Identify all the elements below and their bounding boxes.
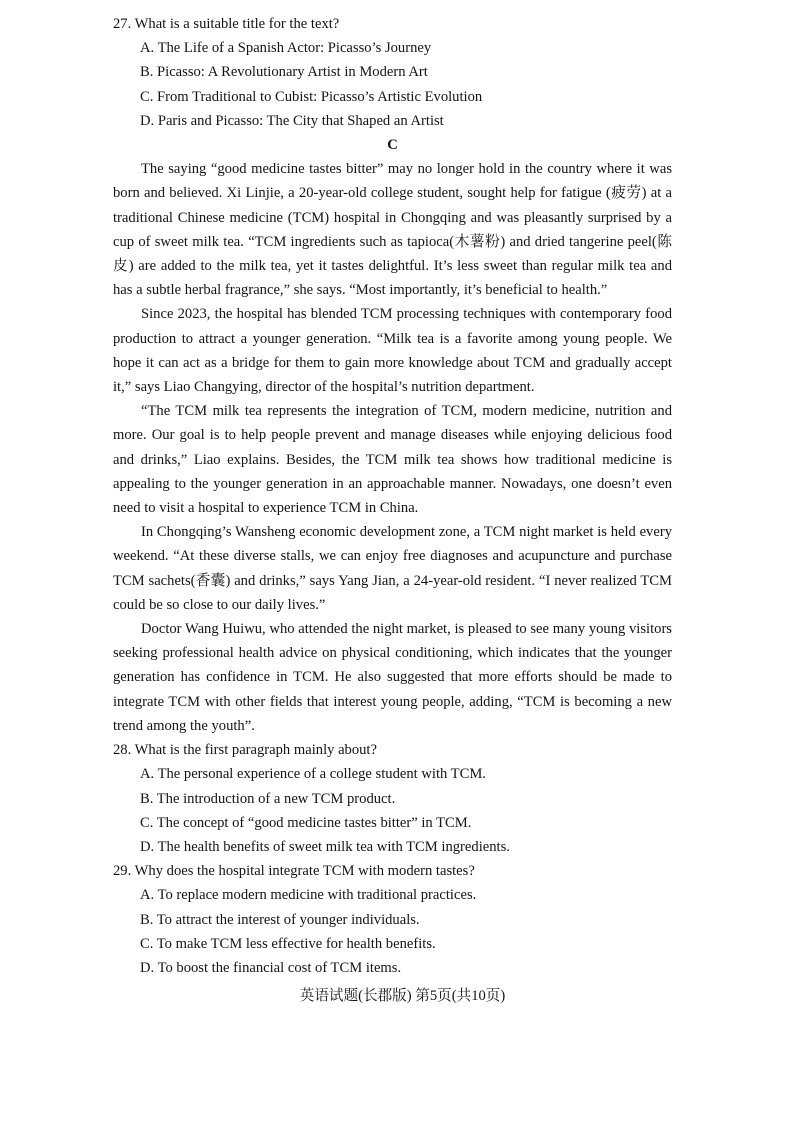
question-29-option-b: B. To attract the interest of younger individuals.	[140, 911, 420, 928]
passage-paragraph-5: Doctor Wang Huiwu, who attended the night market, is pleased to see many young visitors seeking professional health advice on physical conditioning, which indicates that the younger generation has confidence in TCM. He also suggested that more efforts should be made to integrate TCM with other fields that interest young people, adding, “TCM is becoming a new trend among the youth”.	[113, 621, 672, 734]
passage-paragraph-4: In Chongqing’s Wansheng economic development zone, a TCM night market is held every weekend. “At these diverse stalls, we can enjoy free diagnoses and acupuncture and purchase TCM sachets(香囊) and drinks,” says Yang Jian, a 24-year-old resident. “I never realized TCM could be so close to our daily lives.”	[113, 524, 672, 613]
page-footer: 英语试题(长郡版) 第5页(共10页)	[299, 988, 506, 1005]
question-27	[113, 12, 672, 133]
question-28-option-b: B. The introduction of a new TCM product.	[140, 790, 396, 807]
passage-paragraph-3: “The TCM milk tea represents the integration of TCM, modern medicine, nutrition and more. Our goal is to help people prevent and manage diseases while enjoying delicious food and drinks,” Liao explains. Besides, the TCM milk tea shows how traditional medicine is appealing to the younger generation in an approachable manner. Nowadays, one doesn’t even need to visit a hospital to experience TCM in China.	[113, 403, 672, 517]
question-27-option-b: B. Picasso: A Revolutionary Artist in Modern Art	[140, 64, 428, 81]
question-29-option-a: A. To replace modern medicine with traditional practices.	[140, 887, 477, 904]
question-27-option-d: D. Paris and Picasso: The City that Shaped an Artist	[140, 112, 444, 129]
section-label: C	[387, 137, 398, 154]
question-28-option-c: C. The concept of “good medicine tastes bitter” in TCM.	[140, 814, 472, 831]
passage-paragraph-1: The saying “good medicine tastes bitter” may no longer hold in the country where it was born and believed. Xi Linjie, a 20-year-old college student, sought help for fatigue (疲劳) at a traditional Chinese medicine (TCM) hospital in Chongqing and was pleasantly surprised by a cup of sweet milk tea. “TCM ingredients such as tapioca(木薯粉) and dried tangerine peel(陈皮) are added to the milk tea, yet it tastes delightful. It’s less sweet than regular milk tea and has a subtle herbal fragrance,” she says. “Most importantly, it’s beneficial to health.”	[113, 161, 672, 299]
question-28-option-d: D. The health benefits of sweet milk tea with TCM ingredients.	[140, 838, 510, 855]
passage	[113, 157, 672, 738]
question-29-option-c: C. To make TCM less effective for health benefits.	[140, 935, 436, 952]
question-28	[113, 738, 672, 859]
question-28-option-a: A. The personal experience of a college student with TCM.	[140, 766, 486, 783]
question-27-option-c: C. From Traditional to Cubist: Picasso’s Artistic Evolution	[140, 88, 483, 105]
question-29	[113, 859, 672, 980]
passage-paragraph-2: Since 2023, the hospital has blended TCM processing techniques with contemporary food production to attract a younger generation. “Milk tea is a favorite among young people. We hope it can act as a bridge for them to gain more knowledge about TCM and gradually accept it,” says Liao Changying, director of the hospital’s nutrition department.	[113, 306, 672, 396]
question-29-stem: 29. Why does the hospital integrate TCM with modern tastes?	[113, 863, 475, 880]
question-27-option-a: A. The Life of a Spanish Actor: Picasso’s Journey	[140, 40, 432, 57]
question-28-stem: 28. What is the first paragraph mainly about?	[113, 742, 377, 759]
question-29-option-d: D. To boost the financial cost of TCM items.	[140, 959, 402, 976]
question-27-stem: 27. What is a suitable title for the text?	[113, 16, 340, 32]
